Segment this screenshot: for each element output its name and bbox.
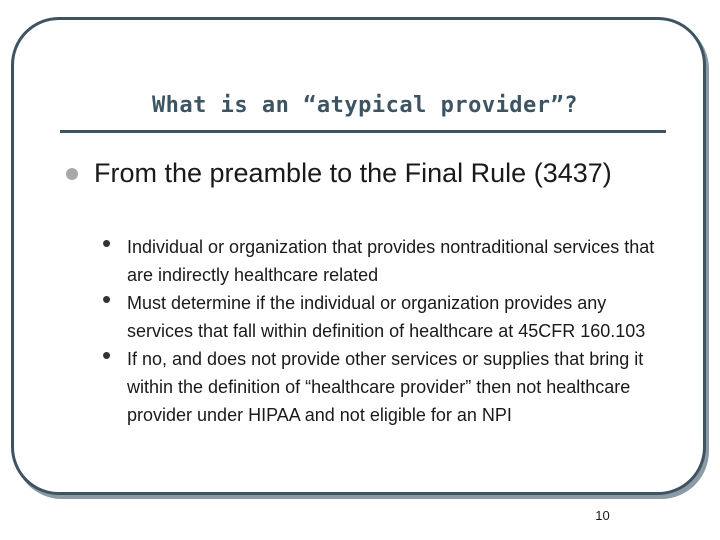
- sub-bullet-item: [100, 228, 660, 289]
- title-divider: [60, 130, 666, 133]
- sub-bullet-text: If no, and does not provide other services or supplies that bring it within the definition of “healthcare provider” then not healthcare provider under HIPAA and not eligible for an NPI: [127, 349, 644, 425]
- sub-bullet-text: Individual or organization that provides nontraditional services that are indirectly healthcare related: [127, 237, 655, 285]
- sub-bullet-item: [100, 340, 660, 429]
- sub-bullet-item: [100, 284, 660, 345]
- main-bullet-text: From the preamble to the Final Rule (3437): [94, 158, 612, 188]
- sub-bullet-icon: •: [102, 340, 112, 370]
- slide-title: What is an “atypical provider”?: [151, 93, 579, 118]
- page-number: 10: [595, 508, 610, 523]
- sub-bullet-icon: •: [102, 284, 112, 314]
- sub-bullet-text: Must determine if the individual or organization provides any services that fall within definition of healthcare at 45CFR 160.103: [127, 293, 646, 341]
- sub-bullet-list: [100, 228, 660, 429]
- sub-bullet-icon: •: [102, 228, 112, 258]
- bullet-dot-icon: [66, 168, 78, 180]
